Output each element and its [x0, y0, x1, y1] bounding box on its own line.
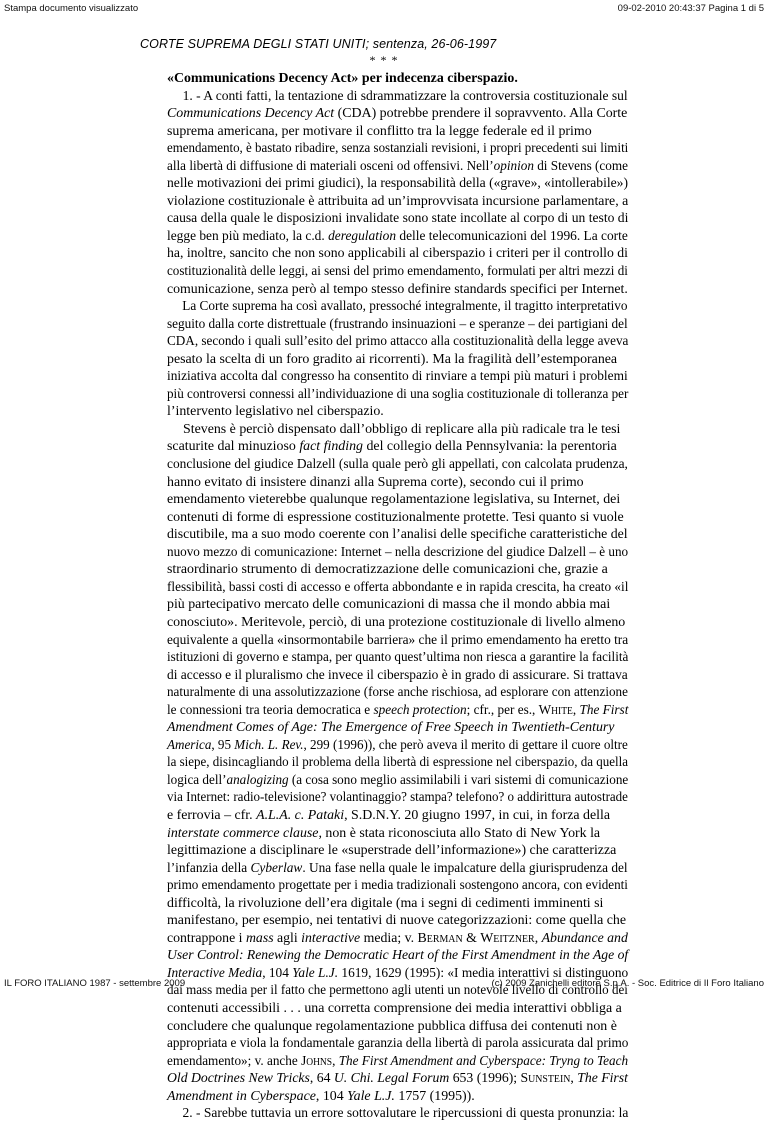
section-title [167, 70, 628, 88]
body-line [167, 719, 628, 737]
text-run: nuovo mezzo di comunicazione: Internet – nella descrizione del giudice Dalzell – è uno [167, 544, 629, 560]
text-run: emendamento»; v. anche [167, 1053, 302, 1069]
text-run: Communications Decency Act [173, 71, 352, 86]
text-run: , 299 (1996)), che però aveva il merito di gettare il cuore oltre [303, 737, 628, 753]
body-line [167, 88, 628, 106]
text-run: 1757 (1995)). [394, 1088, 475, 1104]
text-run: legge ben più mediato, la c.d. [167, 228, 329, 244]
text-run: (a cosa sono meglio assimilabili i vari sistemi di comunicazione [288, 772, 629, 788]
text-run: , [534, 930, 542, 946]
body-line [167, 1070, 628, 1088]
text-run: U. Chi. Legal Forum [333, 1071, 450, 1087]
text-run: istituzioni di governo e stampa, per quanto quest’ultima non riesca a garantire la facilità [167, 650, 629, 666]
body-line [167, 1000, 628, 1018]
text-run: e ferrovia – cfr. [167, 807, 257, 823]
text-run: appropriata e viola la fondamentale garanzia della libertà di parola assicurata dal primo [167, 1036, 629, 1052]
text-run: (CDA) potrebbe prendere il sopravvento. Alla Corte [334, 106, 628, 122]
body-line [167, 632, 629, 650]
body-line [167, 860, 628, 878]
text-run: manifestano, per esempio, nei tentativi di nuove categorizzazioni: come quella che [167, 913, 626, 929]
footer-publication: IL FORO ITALIANO 1987 - settembre 2009 [4, 978, 186, 989]
section-separator: * * * [369, 53, 399, 67]
body-line [167, 281, 626, 299]
body-line [167, 1018, 628, 1036]
text-run: contenuti di forme di espressione costituzionalmente protette. Tesi quanto si vuole [167, 509, 624, 525]
text-run: Yale L.J. [292, 965, 339, 981]
text-run: The First Amendment and Cyberspace: Tryng to Teach [338, 1053, 629, 1069]
text-run: conosciuto». Meritevole, perciò, di una protezione costituzionale di livello almeno [167, 614, 626, 630]
text-run: opinion [493, 158, 534, 174]
text-run: ha, inoltre, sancito che non sono applicabili al ciberspazio i criteri per il controllo di [167, 246, 628, 262]
text-run: interactive [301, 930, 361, 946]
text-run: , non è stata riconosciuta allo Stato di New York la [318, 825, 601, 841]
body-line [167, 684, 628, 702]
body-line [167, 649, 629, 667]
text-run: costituzionalità delle leggi, ai sensi del primo emendamento, formulati per altri mezzi di [167, 264, 628, 280]
text-run: di Stevens (come [533, 158, 628, 174]
body-line [167, 438, 628, 456]
text-run: CDA, secondo i quali sull’esito del primo attacco alla costituzionalità della legge aveva [167, 334, 629, 350]
body-line [167, 877, 628, 895]
text-run: conclusione del giudice Dalzell (sulla quale però gli appellati, con calcolata prudenza, [167, 457, 628, 473]
text-run: mass [245, 930, 274, 946]
text-run: La Corte suprema ha così avallato, pressoché integralmente, il tragitto interpretativo [182, 299, 628, 315]
text-run: Berman [417, 930, 463, 946]
text-run: legittimazione a disciplinare le «superstrade dell’informazione») che caratterizza [167, 843, 617, 859]
print-header-title: Stampa documento visualizzato [4, 3, 139, 14]
body-line [167, 544, 629, 562]
body-line [167, 1088, 628, 1106]
body-line [167, 789, 628, 807]
body-line [167, 579, 629, 597]
text-run: Mich. L. Rev. [234, 737, 304, 753]
body-line [167, 210, 629, 228]
footer-copyright: (c) 2009 Zanichelli editore S.p.A. - Soc. Editrice di Il Foro Italiano [491, 978, 764, 989]
text-run: flessibilità, bassi costi di accesso e offerta abbondante e in rapida crescita, ha creato «il [167, 579, 629, 595]
text-run: Stevens è perciò dispensato dall’obbligo di replicare alla più radicale tra le tesi [183, 421, 621, 437]
body-line [167, 947, 629, 965]
body-line [167, 351, 628, 369]
body-line [167, 772, 629, 790]
text-run: analogizing [226, 772, 289, 788]
text-run: , [570, 1071, 578, 1087]
body-line [167, 123, 628, 141]
body-line [167, 737, 628, 755]
text-run: dai mass media per il fatto che permettono agli utenti un notevole livello di controllo dei [167, 983, 628, 999]
text-run: più partecipativo mercato delle comunicazioni di massa che il mondo abbia mai [167, 597, 611, 613]
body-line [167, 702, 629, 720]
text-run: logica dell’ [167, 772, 227, 788]
text-run: speech protection [373, 702, 467, 718]
text-run: le connessioni tra teoria democratica e [167, 702, 374, 718]
text-run: delle telecomunicazioni del 1996. La corte [396, 228, 628, 244]
text-run: difficoltà, la rivoluzione dell’era digitale (ma i segni di cedimenti imminenti si [167, 895, 604, 911]
text-run: White [538, 702, 573, 718]
text-run: contenuti accessibili . . . una corretta comprensione dei media interattivi obbliga a [167, 1000, 622, 1016]
text-run: pesato la scelta di un foro gradito ai ricorrenti). Ma la fragilità dell’estemporanea [167, 351, 618, 367]
body-line [167, 228, 628, 246]
body-line [167, 912, 628, 930]
text-run: emendamento vieterebbe qualunque regolamentazione legislativa, su Internet, dei [167, 492, 621, 508]
body-line [167, 421, 628, 439]
body-line [167, 316, 628, 334]
text-run: , 95 [211, 737, 235, 753]
body-line [167, 105, 628, 123]
text-run: discutibile, ma a suo modo coerente con l’analisi delle specifiche caratteristiche del [167, 527, 628, 543]
body-line [167, 456, 628, 474]
text-run: , S.D.N.Y. 20 giugno 1997, in cui, in forza della [344, 807, 611, 823]
text-run: contrappone i [167, 930, 246, 946]
body-line [167, 930, 628, 948]
body-line [167, 193, 629, 211]
text-run: , 64 [309, 1071, 334, 1087]
body-line [167, 175, 628, 193]
text-run: più controversi connessi all’individuazione di una soglia costituzionale di tolleranza per [167, 386, 629, 402]
body-line [167, 245, 628, 263]
text-run: equivalente a quella «insormontabile barriera» che il primo emendamento ha eretto tra [167, 632, 629, 648]
text-run: America [167, 737, 212, 753]
text-run: 1619, 1629 (1995): «I media interattivi si distinguono [338, 965, 629, 981]
body-line [167, 895, 628, 913]
body-line [167, 474, 628, 492]
body-line [167, 1105, 629, 1123]
text-run: emendamento, è bastato ribadire, senza sostanziali revisioni, i propri precedenti sui limiti [167, 141, 629, 157]
document-heading: CORTE SUPREMA DEGLI STATI UNITI; sentenza, 26-06-1997 [140, 37, 497, 51]
text-run: 1. - A conti fatti, la tentazione di sdrammatizzare la controversia costituzionale sul [182, 88, 628, 104]
text-run: Amendment in Cyberspace [167, 1088, 316, 1104]
body-line [167, 1053, 629, 1071]
body-line [167, 333, 629, 351]
text-run: ; cfr., per es., [466, 702, 539, 718]
text-run: comunicazione, senza però al tempo stesso definire standards specifici per Internet. [167, 281, 628, 297]
text-run: fact finding [299, 439, 363, 455]
body-line [167, 842, 628, 860]
text-run: via Internet: radio-televisione? volantinaggio? stampa? telefono? o addirittura autostrade [167, 790, 628, 806]
text-run: la siepe, disincagliando il problema della libertà di espressione nel ciberspazio, da quella [167, 755, 628, 771]
text-run: Yale L.J. [347, 1088, 395, 1104]
text-run: l’infanzia della [167, 860, 251, 876]
print-header-timestamp-page: 09-02-2010 20:43:37 Pagina 1 di 5 [617, 3, 764, 14]
text-run: suprema americana, per motivare il conflitto tra la legge federale ed il primo [167, 123, 592, 139]
body-line [167, 386, 629, 404]
text-run: Interactive Media [167, 965, 263, 981]
text-run: concludere che qualunque regolamentazione pubblica diffusa dei contenuti non è [167, 1018, 617, 1034]
text-run: causa della quale le disposizioni invalidate sono state incollate al corpo di un testo di [167, 211, 629, 227]
body-line [167, 298, 628, 316]
body-line [167, 754, 628, 772]
text-run: User Control: Renewing the Democratic Heart of the First Amendment in the Age of [167, 948, 629, 964]
text-run: nelle motivazioni dei primi giudici), la responsabilità della («grave», «intollerabile») [167, 176, 628, 192]
text-run: alla libertà di diffusione di materiali osceni od offensivi. Nell’ [167, 158, 494, 174]
text-run: Weitzner [480, 930, 535, 946]
text-run: hanno evitato di insistere dinanzi alla Suprema corte), secondo cui il primo [167, 474, 584, 490]
body-line [167, 825, 628, 843]
text-run: Abundance and [541, 930, 628, 946]
body-line [167, 140, 629, 158]
text-run: l’intervento legislativo nel ciberspazio. [167, 404, 384, 420]
text-run: Old Doctrines New Tricks [167, 1071, 310, 1087]
text-run: » per indecenza ciberspazio. [351, 71, 518, 86]
body-line [167, 667, 628, 685]
text-run: iniziativa accolta dal congresso ha consentito di rinviare a tempi più maturi i problemi [167, 369, 628, 385]
text-run: Amendment Comes of Age: The Emergence of Free Speech in Twentieth-Century [167, 720, 615, 736]
body-line [167, 403, 628, 421]
text-run: The First [579, 702, 629, 718]
text-run: , [572, 702, 580, 718]
text-run: . Una fase nella quale le impalcature della giurisprudenza del [302, 860, 628, 876]
text-run: primo emendamento progettate per i media tradizionali sostengono ancora, con evidenti [167, 878, 628, 894]
text-run: interstate commerce clause [167, 825, 319, 841]
text-run: di accesso e il pluralismo che invece il ciberspazio è in grado di assicurare. Si trattava [167, 667, 628, 683]
text-run: media; v. [360, 930, 418, 946]
text-run: straordinario strumento di democratizzazione delle comunicazioni che, grazie a [167, 562, 608, 578]
text-run: del collegio della Pennsylvania: la perentoria [363, 439, 617, 455]
text-run: Sunstein [520, 1071, 571, 1087]
document-body [167, 70, 628, 1123]
body-line [167, 368, 628, 386]
text-run: deregulation [328, 228, 397, 244]
body-line [167, 526, 628, 544]
text-run: 653 (1996); [449, 1071, 521, 1087]
text-run: , [332, 1053, 339, 1069]
body-line [167, 807, 628, 825]
text-run: & [462, 930, 481, 946]
text-run: Cyberlaw [250, 860, 303, 876]
body-line [167, 1035, 629, 1053]
text-run: A.L.A. c. Pataki [256, 807, 345, 823]
body-line [167, 158, 628, 176]
body-line [167, 561, 628, 579]
text-run: , 104 [315, 1088, 348, 1104]
text-run: naturalmente di una assolutizzazione (forse anche rischiosa, ad esplorare con attenzione [167, 685, 628, 701]
text-run: , 104 [262, 965, 293, 981]
text-run: Communications Decency Act [167, 106, 335, 122]
text-run: Johns [301, 1053, 333, 1069]
text-run: 2. - Sarebbe tuttavia un errore sottovalutare le ripercussioni di questa pronunzia: la [182, 1106, 629, 1122]
body-line [167, 263, 628, 281]
text-run: seguito dalla corte distrettuale (frustrando insinuazioni – e speranze – dei partigiani del [167, 316, 628, 332]
text-run: « [167, 71, 174, 86]
text-run: agli [273, 930, 302, 946]
body-line [167, 509, 628, 527]
text-run: scaturite dal minuzioso [167, 439, 300, 455]
body-line [167, 614, 628, 632]
body-line [167, 596, 628, 614]
text-run: violazione costituzionale è attribuita ad un’improvvisata incursione parlamentare, a [167, 193, 629, 209]
text-run: The First [577, 1071, 628, 1087]
body-line [167, 491, 628, 509]
